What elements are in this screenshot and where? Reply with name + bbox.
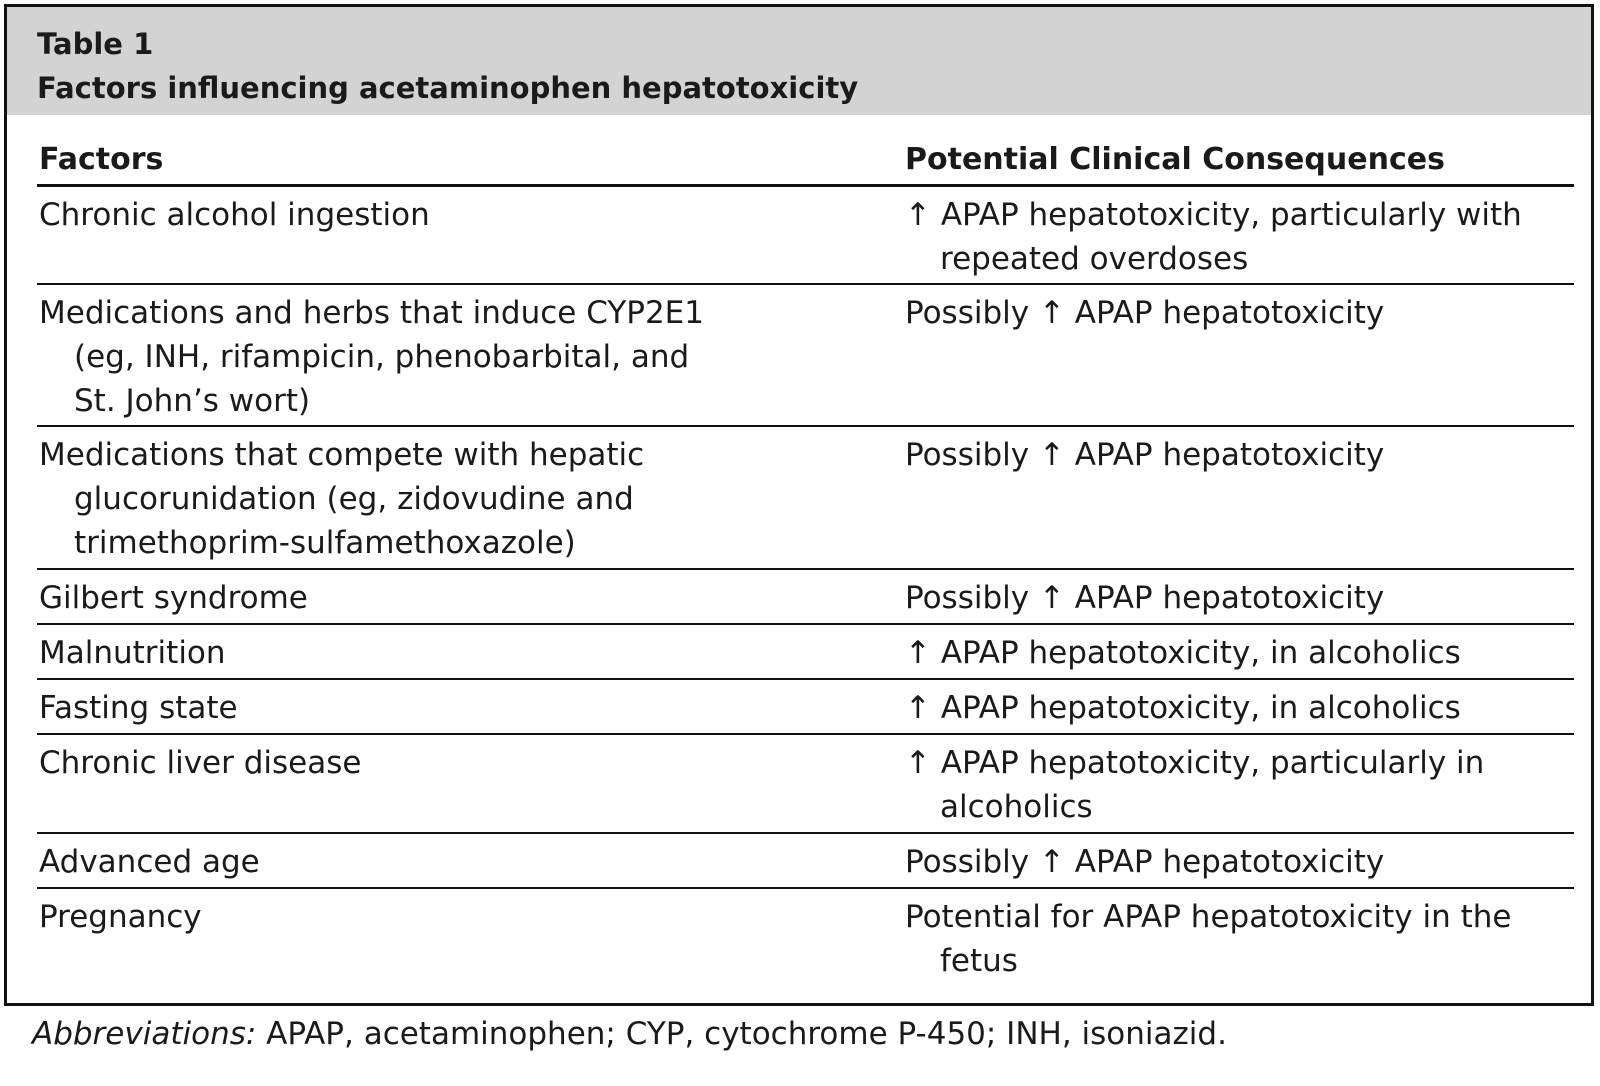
table-number: Table 1	[37, 27, 154, 61]
factor-text: (eg, INH, rifampicin, phenobarbital, and	[74, 339, 690, 375]
table-row	[37, 427, 1574, 570]
table-row	[37, 735, 1574, 834]
table-row	[37, 680, 1574, 735]
table-caption	[7, 7, 1591, 115]
consequence-text: Possibly ↑ APAP hepatotoxicity	[905, 437, 1385, 473]
table-row	[37, 834, 1574, 889]
column-header-factors: Factors	[39, 142, 164, 177]
factor-cell	[37, 631, 905, 678]
table-title: Factors influencing acetaminophen hepatotoxicity	[37, 71, 859, 105]
factor-text: Malnutrition	[39, 635, 226, 671]
factor-text: Gilbert syndrome	[39, 580, 308, 616]
consequence-text: ↑ APAP hepatotoxicity, particularly in	[905, 745, 1485, 781]
consequence-text: Possibly ↑ APAP hepatotoxicity	[905, 580, 1385, 616]
consequence-text: ↑ APAP hepatotoxicity, in alcoholics	[905, 635, 1461, 671]
consequence-text: fetus	[940, 943, 1018, 979]
factor-text: Pregnancy	[39, 899, 202, 935]
footnote-label: Abbreviations:	[32, 1016, 257, 1052]
consequence-text: ↑ APAP hepatotoxicity, particularly with	[905, 197, 1522, 233]
table-row	[37, 889, 1574, 988]
table-row	[37, 285, 1574, 427]
factor-cell	[37, 686, 905, 733]
table-row	[37, 570, 1574, 625]
table-footnote	[32, 1012, 1227, 1056]
factor-cell	[37, 741, 905, 832]
column-header-consequences: Potential Clinical Consequences	[905, 142, 1445, 177]
consequence-text: Possibly ↑ APAP hepatotoxicity	[905, 844, 1385, 880]
consequence-cell	[905, 291, 1574, 425]
consequence-cell	[905, 840, 1574, 887]
factor-text: Chronic alcohol ingestion	[39, 197, 430, 233]
table-row	[37, 187, 1574, 285]
factor-text: Advanced age	[39, 844, 260, 880]
factor-cell	[37, 291, 905, 425]
factor-cell	[37, 895, 905, 988]
factor-text: glucorunidation (eg, zidovudine and	[74, 481, 634, 517]
footnote-text: APAP, acetaminophen; CYP, cytochrome P-450; INH, isoniazid.	[256, 1016, 1227, 1052]
consequence-text: alcoholics	[940, 789, 1093, 825]
factor-cell	[37, 193, 905, 283]
factor-cell	[37, 576, 905, 623]
consequence-cell	[905, 193, 1574, 283]
consequence-text: ↑ APAP hepatotoxicity, in alcoholics	[905, 690, 1461, 726]
factor-cell	[37, 433, 905, 568]
consequence-cell	[905, 576, 1574, 623]
factor-text: Medications and herbs that induce CYP2E1	[39, 295, 704, 331]
table-header-row	[37, 137, 1574, 187]
factor-text: trimethoprim-sulfamethoxazole)	[74, 525, 576, 561]
factor-cell	[37, 840, 905, 887]
factor-text: Chronic liver disease	[39, 745, 362, 781]
table-frame	[4, 4, 1594, 1006]
data-table	[37, 137, 1574, 988]
consequence-text: repeated overdoses	[940, 241, 1249, 277]
table-row	[37, 625, 1574, 680]
consequence-cell	[905, 741, 1574, 832]
consequence-cell	[905, 433, 1574, 568]
consequence-cell	[905, 631, 1574, 678]
factor-text: Medications that compete with hepatic	[39, 437, 645, 473]
factor-text: St. John’s wort)	[74, 383, 311, 419]
consequence-text: Potential for APAP hepatotoxicity in the	[905, 899, 1512, 935]
consequence-cell	[905, 895, 1574, 988]
factor-text: Fasting state	[39, 690, 238, 726]
consequence-text: Possibly ↑ APAP hepatotoxicity	[905, 295, 1385, 331]
consequence-cell	[905, 686, 1574, 733]
